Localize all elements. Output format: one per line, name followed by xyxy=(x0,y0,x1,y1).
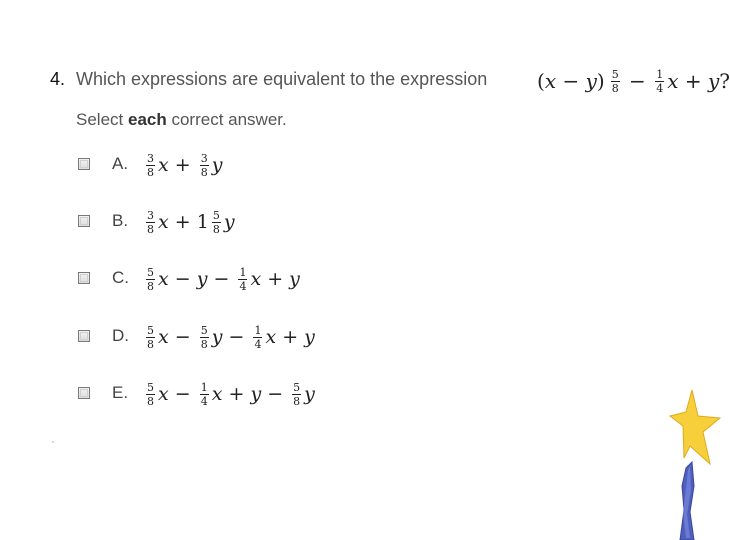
option-expression-a: $\frac{3}{8}$ x + $\frac{3}{8}$ y xyxy=(147,151,223,179)
option-label-b: B. xyxy=(112,211,129,230)
checkbox-b[interactable] xyxy=(78,215,90,227)
star-wand-decoration xyxy=(670,386,720,540)
answer-option-b[interactable] xyxy=(76,205,476,239)
instruction-suffix: correct answer. xyxy=(171,110,287,129)
question xyxy=(50,66,730,96)
option-expression-b: $\frac{3}{8}$ x + 1 $\frac{5}{8}$ y xyxy=(147,208,235,236)
answer-option-d[interactable] xyxy=(76,320,476,354)
question-text: Which expressions are equivalent to the expression xyxy=(76,69,488,89)
checkbox-c[interactable] xyxy=(78,272,90,284)
option-expression-e: $\frac{5}{8}$ x − $\frac{1}{4}$ x + y − $\frac{5}{8}$ y xyxy=(147,380,315,408)
option-label-d: D. xyxy=(112,326,129,345)
stray-dot xyxy=(52,441,54,443)
instruction-prefix: Select xyxy=(76,110,124,129)
star-icon xyxy=(670,390,720,464)
checkbox-d[interactable] xyxy=(78,330,90,342)
question-expression: ( x − y ) $\frac{5}{8}$ − $\frac{1}{4}$ x + y ? xyxy=(537,67,730,95)
checkbox-a[interactable] xyxy=(78,158,90,170)
answer-option-e[interactable] xyxy=(76,377,476,411)
option-label-a: A. xyxy=(112,154,129,173)
option-expression-d: $\frac{5}{8}$ x − $\frac{5}{8}$ y − $\frac{1}{4}$ x + y xyxy=(147,323,315,351)
option-label-c: C. xyxy=(112,268,129,287)
answer-option-c[interactable] xyxy=(76,262,476,296)
checkbox-e[interactable] xyxy=(78,387,90,399)
option-expression-c: $\frac{5}{8}$ x − y − $\frac{1}{4}$ x + y xyxy=(147,265,300,293)
instruction xyxy=(76,110,287,130)
question-number: 4. xyxy=(50,69,66,89)
instruction-bold: each xyxy=(127,110,167,129)
option-label-e: E. xyxy=(112,383,129,402)
answer-option-a[interactable] xyxy=(76,148,476,182)
